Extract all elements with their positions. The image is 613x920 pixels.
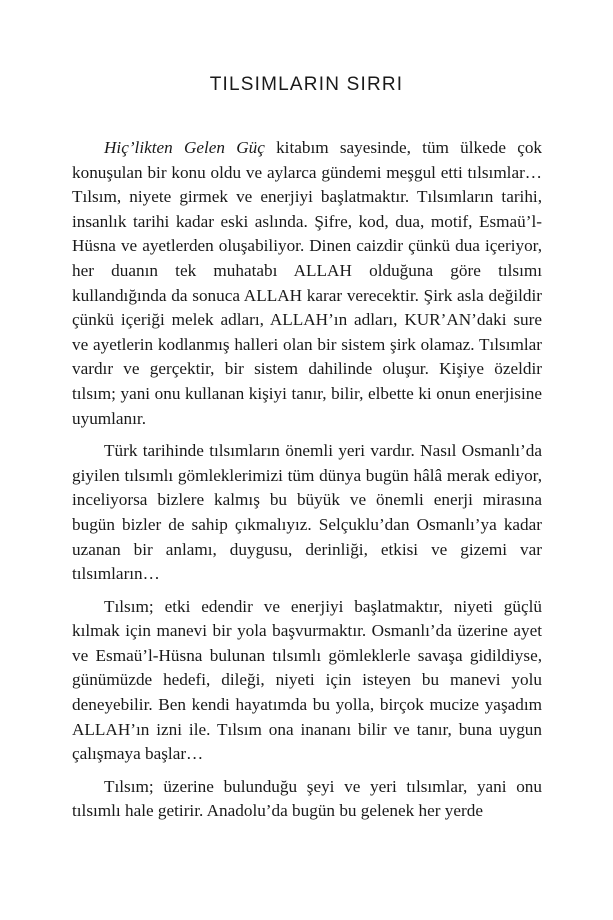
book-title-italic: Hiç’likten Gelen Güç (104, 138, 265, 157)
chapter-title: TILSIMLARIN SIRRI (209, 74, 404, 95)
paragraph-4: Tılsım; üzerine bulunduğu şeyi ve yeri tılsımlar, yani onu tılsımlı hale getirir. Anadolu’da bugün bu gelenek her yerde (72, 776, 542, 821)
chapter-body (72, 136, 542, 824)
paragraph-3: Tılsım; etki edendir ve enerjiyi başlatmaktır, niyeti güçlü kılmak için manevi bir yola başvurmaktır. Osmanlı’da üzerine ayet ve Esmaü’l-Hüsna bulunan tılsımlı gömleklerle savaşa gidildiyse, günümüzde hedefi, dileği, niyeti için isteyen bu manevi yolu deneyebilir. Ben kendi hayatımda bu yolla, birçok mucize yaşadım ALLAH’ın izni ile. Tılsım ona inananı bilir ve tanır, buna uygun çalışmaya başlar… (72, 596, 542, 764)
paragraph-2: Türk tarihinde tılsımların önemli yeri vardır. Nasıl Osmanlı’da giyilen tılsımlı gömleklerimizi tüm dünya bugün hâlâ merak ediyor, inceliyorsa bizlere kalmış bu büyük ve önemli enerji mirasına bugün bizler de sahip çıkmalıyız. Selçuklu’dan Osmanlı’ya kadar uzanan bir anlamı, duygusu, derinliği, etkisi ve gizemi var tılsımların… (72, 441, 542, 584)
paragraph-1 (72, 136, 542, 431)
paragraph-1-text: kitabım sayesinde, tüm ülkede çok konuşulan bir konu oldu ve aylarca gündemi meşgul etti tılsımlar… Tılsım, niyete girmek ve enerjiyi başlatmaktır. Tılsımların tarihi, insanlık tarihi kadar eski aslında. Şifre, kod, dua, motif, Esmaü’l-Hüsna ve ayetlerden oluşabiliyor. Dinen caizdir çünkü dua içeriyor, her duanın tek muhatabı ALLAH olduğuna göre tılsımı kullandığında da sonuca ALLAH karar verecektir. Şirk asla değildir çünkü içeriği melek adları, ALLAH’ın adları, KUR’AN’daki sure ve ayetlerin kodlanmış halleri olan bir sistem şirk olamaz. Tılsımlar vardır ve gerçektir, bir sistem dahilinde oluşur. Kişiye özeldir tılsım; yani onu kullanan kişiyi tanır, bilir, elbette ki onun enerjisine uyumlanır. (72, 138, 543, 428)
